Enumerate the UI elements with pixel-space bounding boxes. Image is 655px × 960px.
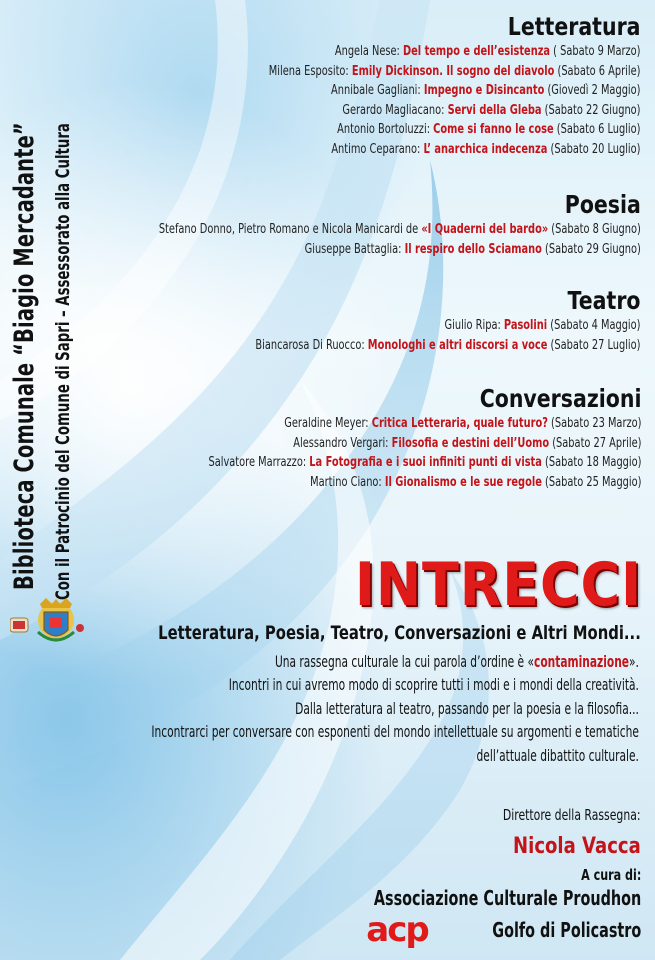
- section-title: Teatro: [568, 286, 641, 315]
- municipal-coat-of-arms-icon: [10, 598, 88, 650]
- section-letteratura: [198, 12, 641, 160]
- event-line: Biancarosa Di Ruocco: Monologhi e altri discorsi a voce (Sabato 27 Luglio): [255, 337, 641, 353]
- acp-logo-icon: [356, 912, 438, 948]
- association-place: Golfo di Policastro: [491, 918, 641, 942]
- section-conversazioni: [126, 384, 642, 492]
- event-line: Angela Nese: Del tempo e dell’esistenza ( Sabato 9 Marzo): [335, 44, 641, 59]
- curated-by-label: A cura di:: [580, 866, 641, 884]
- section-teatro: [182, 286, 641, 355]
- event-line: Annibale Gagliani: Impegno e Disincanto (Giovedì 2 Maggio): [331, 83, 641, 99]
- logo-text: acp: [366, 912, 428, 948]
- event-line: Antonio Bortoluzzi: Come si fanno le cose (Sabato 6 Luglio): [337, 122, 641, 138]
- description-line: Dalla letteratura al teatro, passando per la poesia e la filosofia...: [295, 698, 639, 718]
- section-title: Poesia: [564, 190, 641, 219]
- description: [0, 650, 639, 767]
- director-name: Nicola Vacca: [513, 834, 641, 859]
- main-title: INTRECCI: [354, 550, 642, 620]
- association-name: Associazione Culturale Proudhon: [373, 886, 641, 910]
- director-label: Direttore della Rassegna:: [503, 806, 641, 824]
- event-line: Stefano Donno, Pietro Romano e Nicola Manicardi de «I Quaderni del bardo» (Sabato 8 Giugno): [158, 222, 641, 237]
- subtitle: Letteratura, Poesia, Teatro, Conversazioni e Altri Mondi...: [158, 622, 641, 644]
- library-name: Biblioteca Comunale “Biagio Mercadante”: [9, 122, 40, 591]
- event-line: Gerardo Magliacano: Servi della Gleba (Sabato 22 Giugno): [342, 102, 641, 118]
- event-line: Giuseppe Battaglia: Il respiro dello Sciamano (Sabato 29 Giugno): [304, 241, 641, 257]
- section-title: Conversazioni: [479, 384, 641, 413]
- event-line: Antimo Ceparano: L’ anarchica indecenza (Sabato 20 Luglio): [331, 141, 641, 157]
- section-title: Letteratura: [508, 12, 641, 41]
- event-line: Martino Ciano: Il Gionalismo e le sue regole (Sabato 25 Maggio): [309, 474, 641, 490]
- event-line: Salvatore Marrazzo: La Fotografia e i suoi infiniti punti di vista (Sabato 18 Maggio): [207, 455, 641, 471]
- section-poesia: [67, 190, 641, 259]
- description-line: Incontrarci per conversare con esponenti del mondo intellettuale su argomenti e tematiche: [151, 722, 639, 742]
- patronage-text: Con il Patrocinio del Comune di Sapri – Assessorato alla Cultura: [52, 123, 74, 600]
- event-line: Milena Esposito: Emily Dickinson. Il sogno del diavolo (Sabato 6 Aprile): [269, 63, 641, 79]
- description-line: dell’attuale dibattito culturale.: [476, 745, 639, 765]
- event-line: Giulio Ripa: Pasolini (Sabato 4 Maggio): [444, 318, 641, 333]
- description-line: Incontri in cui avremo modo di scoprire tutti i modi e i mondi della creatività.: [228, 675, 639, 695]
- description-line: Una rassegna culturale la cui parola d’ordine è «contaminazione».: [275, 652, 639, 671]
- event-line: Geraldine Meyer: Critica Letteraria, quale futuro? (Sabato 23 Marzo): [283, 416, 641, 431]
- event-line: Alessandro Vergari: Filosofia e destini dell’Uomo (Sabato 27 Aprile): [292, 435, 641, 451]
